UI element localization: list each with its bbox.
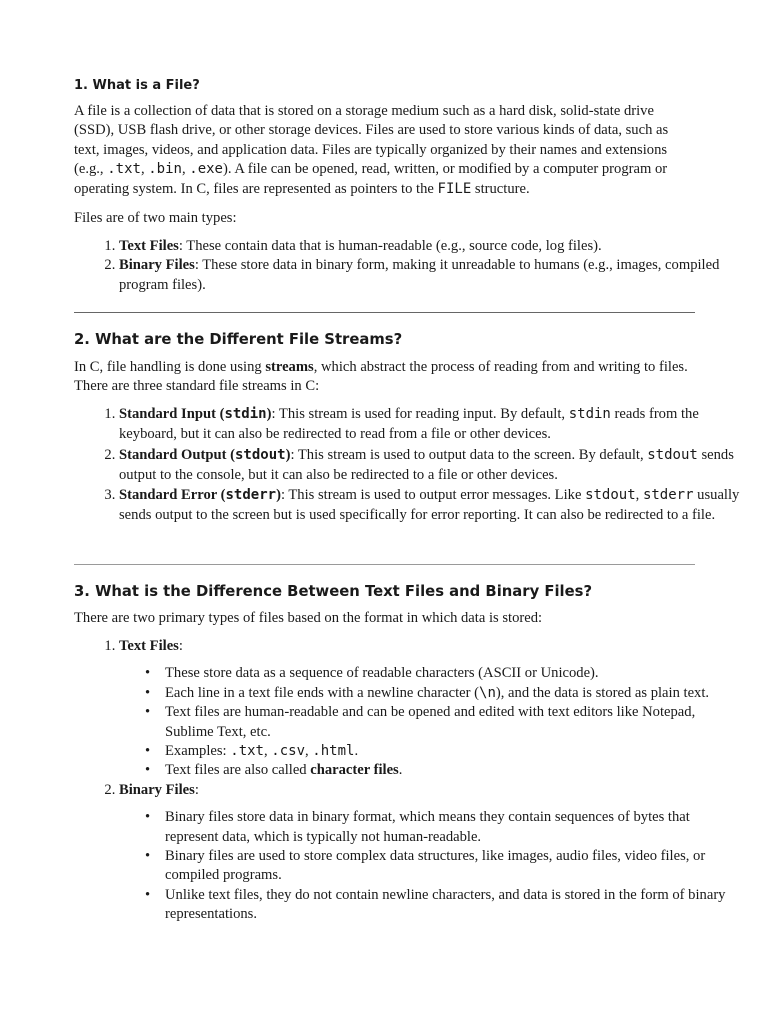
list-item-text-files: 1. Text Files: • These store data as a sequence of readable characters (ASCII or Unicode). • Each line in a text file ends with a newline character (\n), and the data is stored as plain text. • Text files are human-readable and can be opened and edited with text editors like Notepad, Sublime Text, etc. • Examples: .txt, .csv, .html. • Text files are also called character files. — [119, 637, 740, 781]
bullet-item: • These store data as a sequence of readable characters (ASCII or Unicode). — [165, 664, 740, 683]
bullet-item: • Unlike text files, they do not contain newline characters, and data is stored in the form of binary representations. — [165, 886, 740, 925]
file-types-intro: Files are of two main types: — [74, 210, 237, 226]
section-heading-text-vs-binary: 3. What is the Difference Between Text Files and Binary Files? — [74, 583, 593, 600]
file-formats-intro: There are two primary types of files based on the format in which data is stored: — [74, 610, 543, 626]
list-item-stdin: 1. Standard Input (stdin): This stream is used for reading input. By default, stdin reads from the keyboard, but it can also be redirected to read from a file or other devices. — [119, 404, 740, 445]
streams-intro-paragraph: In C, file handling is done using streams, which abstract the process of reading from and writing to files. There are three standard file streams in C: — [74, 359, 688, 395]
list-item-stderr: 3. Standard Error (stderr): This stream is used to output error messages. Like stdout, stderr usually sends output to the screen but is used specifically for error reporting. It can also be redirected to a file. — [119, 485, 740, 526]
list-item-binary-files: 2. Binary Files: • Binary files store data in binary format, which means they contain sequences of bytes that represent data, which is typically not human-readable. • Binary files are used to store complex data structures, like images, audio files, video files, or compiled programs. • Unlike text files, they do not contain newline characters, and data is stored in the form of binary representations. — [119, 781, 740, 925]
bullet-item: • Text files are also called character files. — [165, 761, 740, 780]
section-divider — [74, 312, 695, 313]
list-item: 1. Text Files: These contain data that is human-readable (e.g., source code, log files). — [119, 237, 740, 256]
section-divider — [74, 564, 695, 565]
bullet-item: • Each line in a text file ends with a newline character (\n), and the data is stored as plain text. — [165, 684, 740, 703]
section-heading-file-streams: 2. What are the Different File Streams? — [74, 331, 403, 348]
file-types-list — [74, 237, 740, 295]
bullet-item: • Binary files are used to store complex data structures, like images, audio files, video files, or compiled programs. — [165, 847, 740, 886]
file-formats-list — [74, 637, 740, 925]
streams-list — [74, 404, 740, 526]
text-files-bullets — [119, 664, 740, 780]
bullet-item: • Binary files store data in binary format, which means they contain sequences of bytes that represent data, which is typically not human-readable. — [165, 808, 740, 847]
bullet-item: • Examples: .txt, .csv, .html. — [165, 742, 740, 761]
list-item-stdout: 2. Standard Output (stdout): This stream is used to output data to the screen. By default, stdout sends output to the console, but it can also be redirected to a file or other devices. — [119, 445, 740, 486]
list-item: 2. Binary Files: These store data in binary form, making it unreadable to humans (e.g., images, compiled program files). — [119, 256, 740, 295]
binary-files-bullets — [119, 808, 740, 924]
section-heading-what-is-a-file: 1. What is a File? — [74, 78, 200, 93]
file-definition-paragraph: A file is a collection of data that is stored on a storage medium such as a hard disk, solid-state drive (SSD), USB flash drive, or other storage devices. Files are used to store various kinds of data, such as text, images, videos, and application data. Files are typically organized by their names and extensions (e.g., .txt, .bin, .exe). A file can be opened, read, written, or modified by a computer program or operating system. In C, files are represented as pointers to the FILE structure. — [74, 103, 669, 197]
bullet-item: • Text files are human-readable and can be opened and edited with text editors like Notepad, Sublime Text, etc. — [165, 703, 740, 742]
